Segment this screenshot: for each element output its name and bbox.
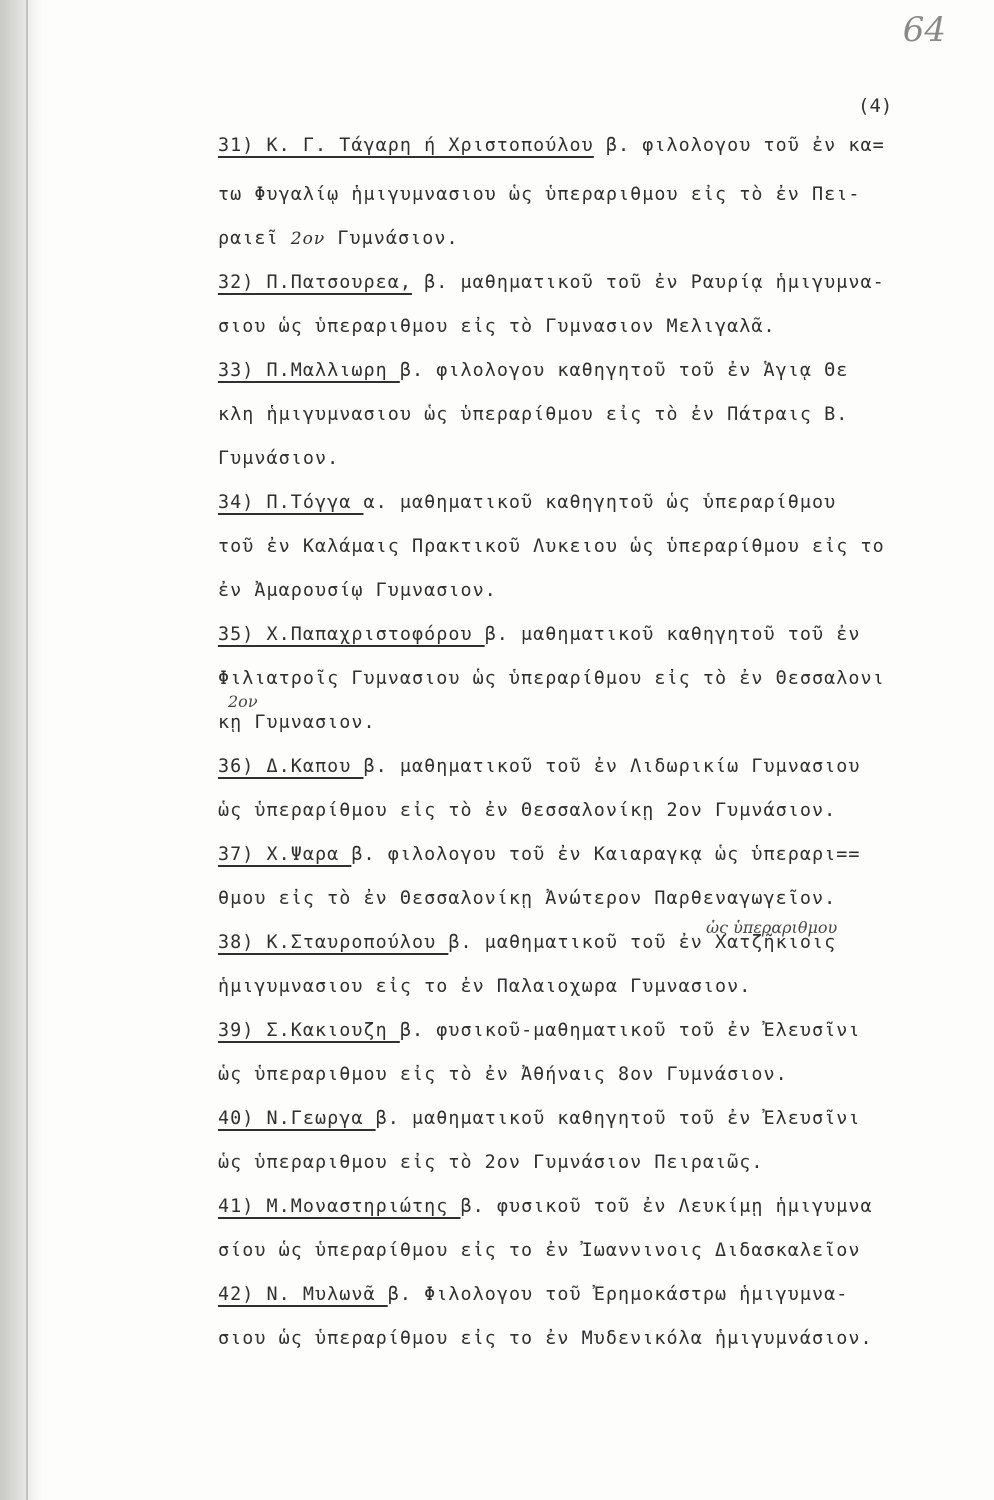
entry-33-line-2: κλη ἡμιγυμνασιου ὡς ὑπεραρίθμου εἰς τὸ ἐν Πάτραις Β. [218, 404, 849, 425]
entry-38-interlinear-note: ὡς ὑπεραριθμου [706, 918, 838, 937]
entry-41-text: β. φυσικοῦ τοῦ ἐν Λευκίμῃ ἡμιγυμνα [460, 1196, 873, 1217]
entry-34-line-1 [218, 492, 836, 513]
entry-42-label: 42) Ν. Μυλωνᾶ [218, 1284, 388, 1305]
entry-39-line-1 [218, 1020, 860, 1041]
entry-42-line-2: σιου ὡς ὑπεραρίθμου εἰς το ἐν Μυδενικόλα ἡμιγυμνάσιον. [218, 1328, 873, 1349]
entry-35-label: 35) Χ.Παπαχριστοφόρου [218, 624, 485, 645]
entry-38-label: 38) Κ.Σταυροπούλου [218, 932, 449, 953]
entry-36-line-1 [218, 756, 860, 777]
entry-32-text: β. μαθηματικοῦ τοῦ ἐν Ραυρίᾳ ἡμιγυμνα- [411, 272, 885, 293]
entry-35-line-3: κῃ Γυμνασιον. [218, 712, 376, 733]
entry-40-label: 40) Ν.Γεωργα [218, 1108, 376, 1129]
page-marker: (4) [858, 95, 893, 117]
entry-36-label: 36) Δ.Καπου [218, 756, 364, 777]
entry-32-line-1 [218, 272, 885, 293]
binding-edge [0, 0, 42, 1500]
entry-41-label: 41) Μ.Μοναστηριώτης [218, 1196, 461, 1217]
entry-37-text: β. φιλολογου τοῦ ἐν Καιαραγκᾳ ὡς ὑπεραρι== [351, 844, 861, 865]
binding-line [26, 0, 28, 1500]
entry-39-text: β. φυσικοῦ-μαθηματικοῦ τοῦ ἐν Ἐλευσῖνι [399, 1020, 861, 1041]
entry-39-label: 39) Σ.Κακιουζη [218, 1020, 400, 1041]
entry-36-line-2: ὡς ὑπεραρίθμου εἰς τὸ ἐν Θεσσαλονίκῃ 2ον Γυμνάσιον. [218, 800, 837, 821]
entry-33-label: 33) Π.Μαλλιωρη [218, 360, 400, 381]
entry-38-text: β. μαθηματικοῦ τοῦ ἐν Χατζῆκιοις [448, 932, 837, 953]
entry-33-line-1 [218, 360, 848, 381]
entry-40-line-1 [218, 1108, 860, 1129]
folio-number: 64 [902, 10, 946, 50]
entry-31-line-1 [218, 135, 885, 156]
entry-35-line-1 [218, 624, 860, 645]
entry-34-line-2: τοῦ ἐν Καλάμαις Πρακτικοῦ Λυκειου ὡς ὑπεραρίθμου εἰς το [218, 536, 885, 557]
entry-35-handwritten-note: 2ον [228, 692, 258, 711]
entry-31-text: β. φιλολογου τοῦ ἐν κα= [593, 135, 885, 156]
entry-41-line-1 [218, 1196, 873, 1217]
entry-33-line-3: Γυμνάσιον. [218, 448, 340, 469]
entry-38-line-2: ἡμιγυμνασιου εἰς το ἐν Παλαιοχωρα Γυμνασιον. [218, 976, 752, 997]
entry-32-label: 32) Π.Πατσουρεα, [218, 272, 412, 293]
entry-35-line-2: Φιλιατροῖς Γυμνασιου ὡς ὑπεραρίθμου εἰς τὸ ἐν Θεσσαλονι [218, 668, 885, 689]
entry-34-label: 34) Π.Τόγγα [218, 492, 364, 513]
entry-42-text: β. Φιλολογου τοῦ Ἐρημοκάστρω ἡμιγυμνα- [387, 1284, 849, 1305]
entry-35-text: β. μαθηματικοῦ καθηγητοῦ τοῦ ἐν [484, 624, 861, 645]
entry-34-text: α. μαθηματικοῦ καθηγητοῦ ὡς ὑπεραρίθμου [363, 492, 837, 513]
entry-37-label: 37) Χ.Ψαρα [218, 844, 352, 865]
entry-33-text: β. φιλολογου καθηγητοῦ τοῦ ἐν Ἁγιᾳ Θε [399, 360, 849, 381]
entry-41-line-2: σίου ὡς ὑπεραρίθμου εἰς το ἐν Ἰωαννινοις Διδασκαλεῖον [218, 1240, 861, 1261]
entry-32-line-2: σιου ὡς ὑπεραριθμου εἰς τὸ Γυμνασιον Μελιγαλᾶ. [218, 316, 776, 337]
entry-40-line-2: ὡς ὑπεραριθμου εἰς τὸ 2ον Γυμνάσιον Πειραιῶς. [218, 1152, 764, 1173]
entry-31-label: 31) Κ. Γ. Τάγαρη ή Χριστοπούλου [218, 135, 594, 156]
entry-37-line-1 [218, 844, 860, 865]
entry-40-text: β. μαθηματικοῦ καθηγητοῦ τοῦ ἐν Ἐλευσῖνι [375, 1108, 861, 1129]
entry-36-text: β. μαθηματικοῦ τοῦ ἐν Λιδωρικίω Γυμνασιου [363, 756, 861, 777]
entry-31-line-2: τω Φυγαλίῳ ἡμιγυμνασιου ὡς ὑπεραριθμου εἰς τὸ ἐν Πει- [218, 184, 861, 205]
entry-42-line-1 [218, 1284, 848, 1305]
entry-39-line-2: ὡς ὑπεραριθμου εἰς τὸ ἐν Ἀθήναις 8ον Γυμνάσιον. [218, 1064, 788, 1085]
entry-37-line-2: θμου εἰς τὸ ἐν Θεσσαλονίκῃ Ἀνώτερον Παρθεναγωγεῖον. [218, 888, 837, 909]
ordinal-mark: 2ον [290, 229, 326, 249]
entry-34-line-3: ἐν Ἀμαρουσίῳ Γυμνασιον. [218, 580, 497, 601]
entry-31-line-3: ραιεῖ 2ον Γυμνάσιον. [218, 228, 459, 249]
entry-38-line-1 [218, 932, 836, 953]
